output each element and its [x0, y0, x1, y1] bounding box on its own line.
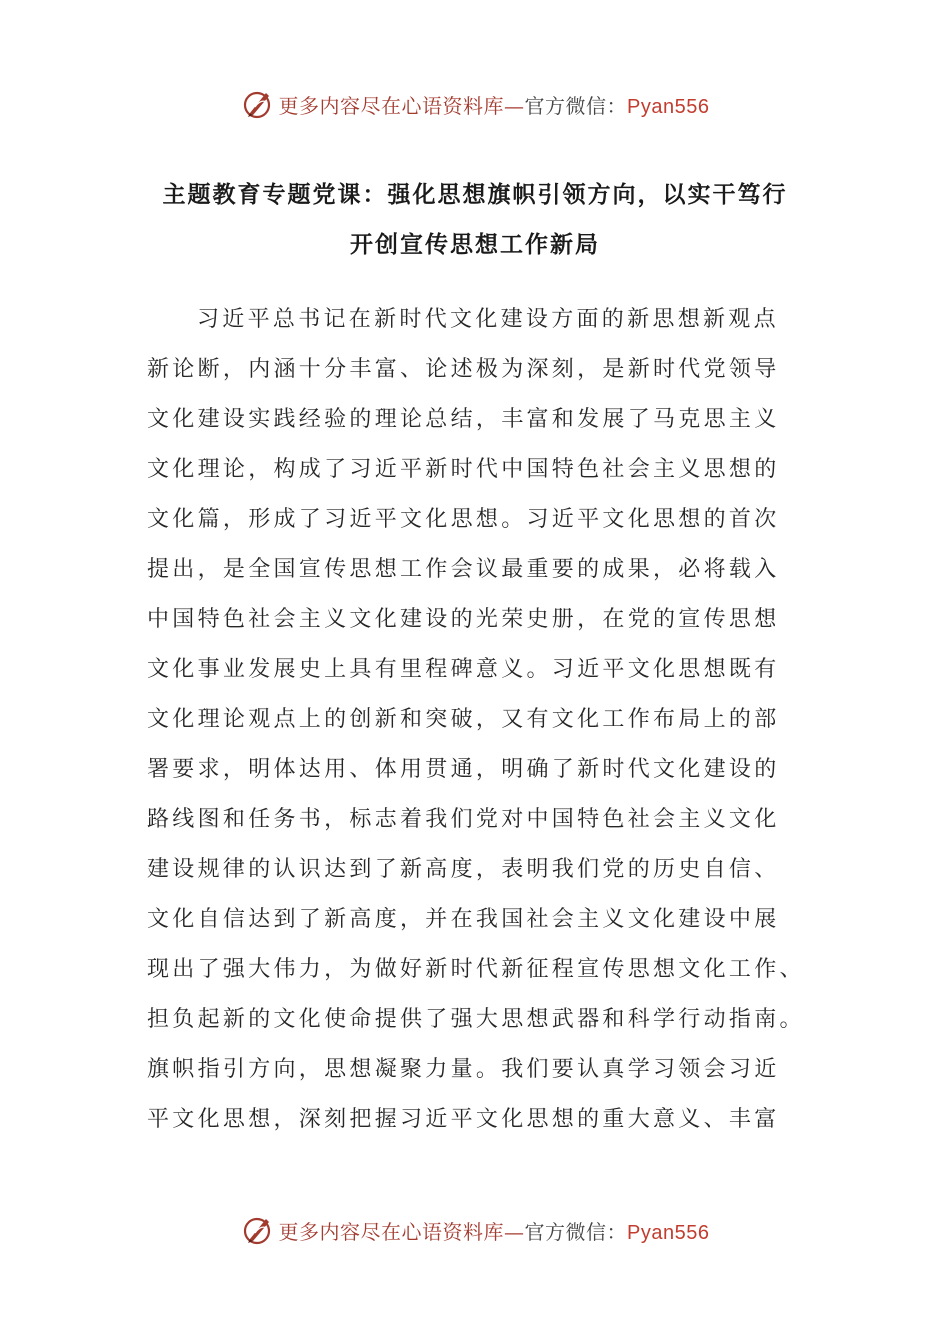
- footer-banner: [0, 1210, 950, 1250]
- body-line: 文化自信达到了新高度，并在我国社会主义文化建设中展: [147, 907, 780, 932]
- footer-wechat-id: Pyan556: [627, 1221, 710, 1244]
- title-line: 开创宣传思想工作新局: [350, 232, 600, 258]
- body-line: 署要求，明体达用、体用贯通，明确了新时代文化建设的: [147, 757, 780, 782]
- title-line: 主题教育专题党课：强化思想旗帜引领方向，以实干笃行: [162, 182, 788, 208]
- body-line: 习近平总书记在新时代文化建设方面的新思想新观点: [197, 307, 779, 332]
- footer-banner-text: 更多内容尽在心语资料库—官方微信：Pyan556: [278, 1219, 710, 1244]
- body-line: 旗帜指引方向，思想凝聚力量。我们要认真学习领会习近: [147, 1057, 780, 1082]
- body-line: 担负起新的文化使命提供了强大思想武器和科学行动指南。: [147, 1007, 805, 1032]
- footer-wechat-label: 官方微信：: [524, 1219, 628, 1244]
- pen-logo-icon: [241, 1213, 275, 1247]
- body-line: 现出了强大伟力，为做好新时代新征程宣传思想文化工作、: [147, 957, 805, 982]
- body-line: 新论断，内涵十分丰富、论述极为深刻，是新时代党领导: [147, 357, 780, 382]
- header-banner-text: 更多内容尽在心语资料库—官方微信：Pyan556: [278, 93, 710, 118]
- header-banner: [0, 84, 950, 124]
- document-body: [147, 295, 807, 1145]
- body-line: 文化建设实践经验的理论总结，丰富和发展了马克思主义: [147, 407, 780, 432]
- body-line: 文化理论，构成了习近平新时代中国特色社会主义思想的: [147, 457, 780, 482]
- body-line: 建设规律的认识达到了新高度，表明我们党的历史自信、: [147, 857, 780, 882]
- header-wechat-id: Pyan556: [627, 95, 710, 118]
- body-line: 路线图和任务书，标志着我们党对中国特色社会主义文化: [147, 807, 780, 832]
- body-line: 文化篇，形成了习近平文化思想。习近平文化思想的首次: [147, 507, 780, 532]
- header-wechat-label: 官方微信：: [524, 93, 628, 118]
- body-line: 平文化思想，深刻把握习近平文化思想的重大意义、丰富: [147, 1107, 780, 1132]
- document-title: [110, 170, 840, 270]
- body-line: 中国特色社会主义文化建设的光荣史册，在党的宣传思想: [147, 607, 780, 632]
- body-line: 文化理论观点上的创新和突破，又有文化工作布局上的部: [147, 707, 780, 732]
- pen-logo-icon: [241, 87, 275, 121]
- body-line: 文化事业发展史上具有里程碑意义。习近平文化思想既有: [147, 657, 780, 682]
- body-line: 提出，是全国宣传思想工作会议最重要的成果，必将载入: [147, 557, 780, 582]
